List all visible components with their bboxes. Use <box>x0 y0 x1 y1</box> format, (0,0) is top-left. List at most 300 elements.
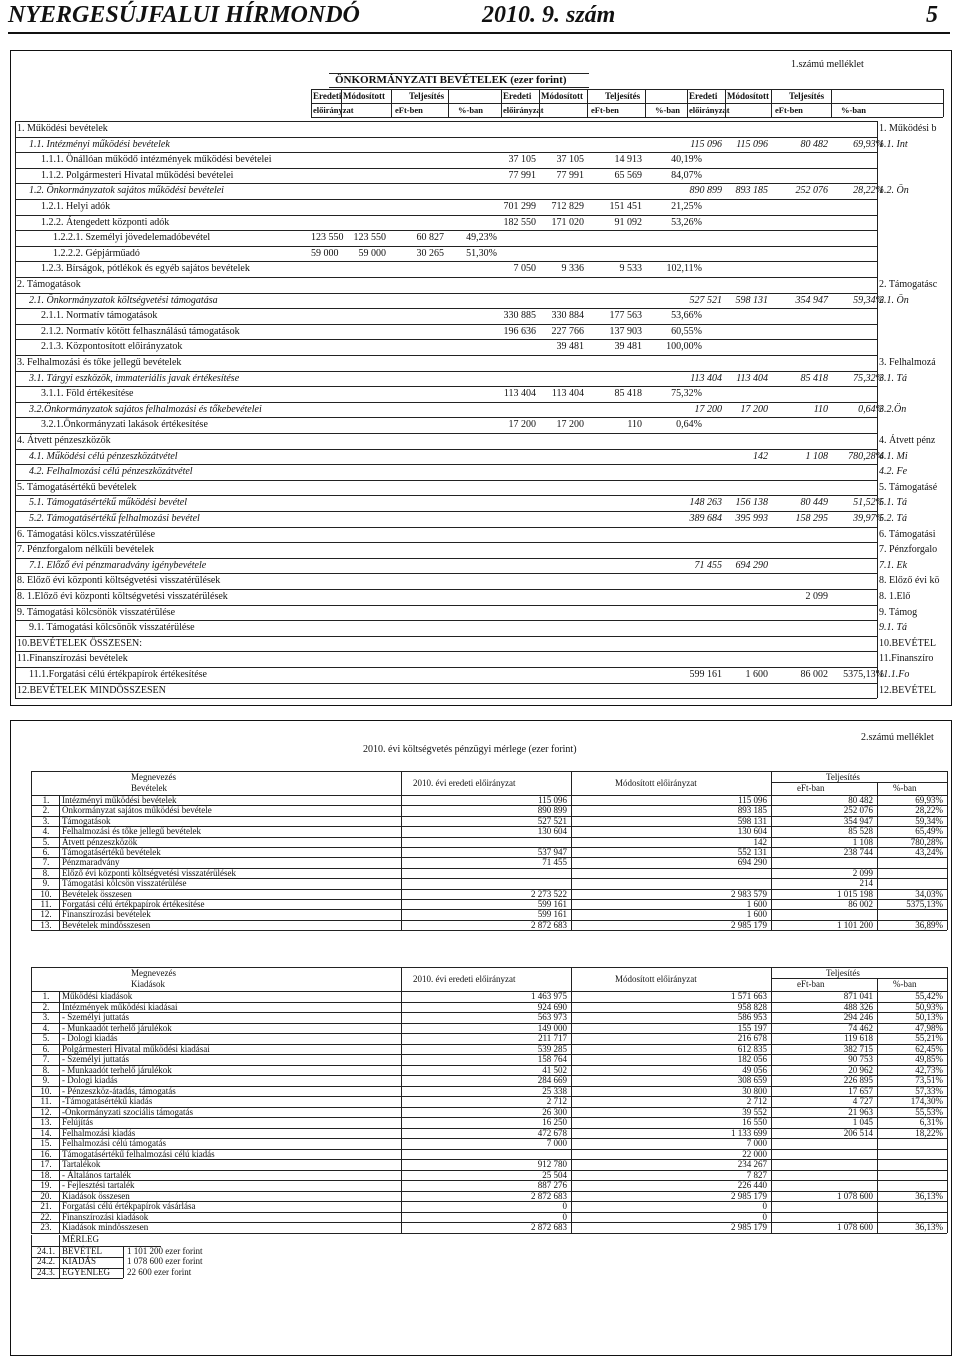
col-head-teljesites: Teljesítés <box>605 91 641 101</box>
data-cell: 86 002 <box>848 899 873 909</box>
rule-line <box>15 371 877 372</box>
row-label: 1.2.2.1. Személyi jövedelemadóbevétel <box>53 232 211 244</box>
data-cell: 177 563 <box>609 310 642 322</box>
balance-label: KIADÁS <box>62 1256 97 1266</box>
data-cell: 211 717 <box>538 1033 567 1043</box>
rule-line <box>15 261 877 262</box>
row-label: 2.1.3. Központosított előirányzatok <box>41 341 183 353</box>
row-number: 21. <box>40 1201 52 1211</box>
row-label: Felhalmozási és tőke jellegű bevételek <box>62 826 201 837</box>
row-number: 17. <box>40 1159 52 1169</box>
data-cell: 77 991 <box>508 169 536 181</box>
row-label: 1.2.3. Bírságok, pótlékok és egyéb sajátos bevételek <box>41 263 250 275</box>
row-label: - Személyi juttatás <box>62 1012 129 1022</box>
rule-line <box>59 1235 60 1279</box>
truncated-label: 2. Támogatásc <box>879 279 938 290</box>
row-number: 23. <box>40 1222 52 1232</box>
data-cell: 84,07% <box>671 169 702 181</box>
data-cell: 39 552 <box>742 1106 767 1117</box>
truncated-label: 4.2. Fe <box>879 466 908 478</box>
data-cell: 871 041 <box>843 991 873 1001</box>
row-number: 22. <box>40 1211 52 1222</box>
data-cell: 694 290 <box>735 559 768 571</box>
rule-line <box>831 89 832 117</box>
balance-attachment-2 <box>10 720 952 1356</box>
rule-line <box>15 636 877 637</box>
col-head-pct: %-ban <box>841 105 867 115</box>
row-label: Forgatási célú értékpapírok vásárlása <box>62 1201 196 1211</box>
data-cell: 65,49% <box>915 826 943 837</box>
row-label: 1.1.2. Polgármesteri Hivatal működési bevételei <box>41 169 234 181</box>
data-cell: 5375,13% <box>906 899 943 909</box>
data-cell: 113 404 <box>503 388 536 400</box>
col-head-eloiranyzat: előirányzat <box>503 105 544 115</box>
rule-line <box>15 137 877 138</box>
data-cell: 110 <box>627 419 642 431</box>
data-cell: 34,03% <box>915 888 943 899</box>
rule-line <box>947 771 948 795</box>
data-cell: 36,13% <box>915 1190 943 1201</box>
rule-line <box>31 1235 32 1279</box>
row-label: - Munkaadót terhelő járulékok <box>62 1064 172 1075</box>
data-cell: 39,97% <box>853 513 884 524</box>
row-label: 5. Támogatásértékű bevételek <box>17 481 137 493</box>
data-cell: 50,93% <box>915 1001 943 1012</box>
data-cell: 49,85% <box>915 1054 943 1064</box>
data-cell: 41 502 <box>542 1064 567 1075</box>
rule-line <box>771 967 772 991</box>
col-head-pct: %-ban <box>458 105 484 115</box>
data-cell: 599 161 <box>537 899 567 909</box>
head-megnevezes: Megnevezés <box>131 968 176 978</box>
data-cell: 780,28% <box>848 450 884 462</box>
data-cell: 2 872 683 <box>531 1222 567 1232</box>
data-cell: 330 884 <box>551 310 584 322</box>
rule-line <box>571 795 572 930</box>
data-cell: 226 440 <box>737 1180 767 1190</box>
col-head-modositott: Módosított <box>343 91 385 101</box>
data-cell: 21,25% <box>671 201 702 212</box>
col-head-pct: %-ban <box>655 105 681 115</box>
data-cell: 226 895 <box>843 1075 873 1085</box>
row-label: Előző évi központi költségvetési visszatérülések <box>62 867 236 878</box>
data-cell: 227 766 <box>551 325 584 337</box>
row-number: 9. <box>42 878 50 889</box>
data-cell: 5375,13% <box>843 669 884 680</box>
balance-table <box>11 721 951 1355</box>
data-cell: 28,22% <box>915 805 943 816</box>
data-cell: 887 276 <box>537 1180 567 1190</box>
data-cell: 586 953 <box>737 1012 767 1022</box>
data-cell: 158 764 <box>537 1054 567 1064</box>
data-cell: 155 197 <box>737 1022 767 1033</box>
truncated-label: 6. Támogatási <box>879 528 936 540</box>
data-cell: 912 780 <box>537 1159 567 1169</box>
data-cell: 1 133 699 <box>731 1127 767 1138</box>
data-cell: 130 604 <box>537 826 567 837</box>
data-cell: 18,22% <box>915 1127 943 1138</box>
col-head-eloiranyzat: előirányzat <box>313 105 354 115</box>
data-cell: 17 200 <box>740 403 768 415</box>
truncated-label: 4.1. Mi <box>879 450 908 462</box>
row-number: 18. <box>40 1169 52 1180</box>
rule-line <box>15 589 877 590</box>
rule-line <box>15 651 877 652</box>
data-cell: 9 533 <box>619 263 642 275</box>
data-cell: 30 800 <box>742 1085 767 1096</box>
data-cell: 50,13% <box>915 1012 943 1022</box>
row-number: 6. <box>42 847 50 857</box>
row-number: 11. <box>40 899 52 909</box>
rule-line <box>59 991 60 1233</box>
col-head-modositott: Módosított <box>727 91 769 101</box>
row-number: 12. <box>40 1106 52 1117</box>
rule-line <box>31 967 32 991</box>
truncated-label: 5.1. Tá <box>879 497 908 509</box>
row-label: 5.1. Támogatásértékű működési bevétel <box>29 497 188 509</box>
balance-value: 1 078 600 ezer forint <box>127 1256 203 1266</box>
data-cell: 60 827 <box>416 232 444 244</box>
row-label: 1.1. Intézményi működési bevételek <box>29 138 170 150</box>
rule-line <box>947 795 948 930</box>
rule-line <box>15 168 877 169</box>
data-cell: 238 744 <box>843 847 873 857</box>
data-cell: 14 913 <box>614 154 642 166</box>
data-cell: 1 600 <box>746 909 767 920</box>
data-cell: 890 899 <box>537 805 567 816</box>
rule-line <box>15 667 877 668</box>
rule-line <box>401 771 402 795</box>
row-label: - Általános tartalék <box>62 1169 131 1180</box>
data-cell: 598 131 <box>737 815 767 826</box>
head-eft: eFt-ban <box>797 783 825 793</box>
truncated-label: 4. Átvett pénz <box>879 435 936 446</box>
truncated-label: 12.BEVÉTEL <box>879 684 936 696</box>
rule-line <box>15 121 877 122</box>
truncated-label: 5. Támogatásé <box>879 481 938 493</box>
data-cell: 2 099 <box>805 591 828 602</box>
rule-line <box>329 87 589 88</box>
data-cell: 39 481 <box>556 341 584 353</box>
row-label: 1. Működési bevételek <box>17 123 108 134</box>
row-label: 7. Pénzforgalom nélküli bevételek <box>17 544 154 556</box>
row-number: 3. <box>42 815 50 826</box>
row-label: - Személyi juttatás <box>62 1054 129 1064</box>
data-cell: 148 263 <box>689 497 722 509</box>
rule-line <box>59 795 60 930</box>
row-number: 7. <box>42 857 50 868</box>
data-cell: 7 000 <box>746 1138 767 1148</box>
rule-line <box>15 308 877 309</box>
row-number: 5. <box>42 1033 50 1043</box>
data-cell: 86 002 <box>800 669 828 680</box>
data-cell: 701 299 <box>503 201 536 212</box>
data-cell: 51,52% <box>853 497 884 509</box>
row-number: 2. <box>42 1001 50 1012</box>
data-cell: 214 <box>859 878 873 889</box>
data-cell: 1 463 975 <box>531 991 567 1001</box>
row-label: 1.2.2.2. Gépjárműadó <box>53 247 140 259</box>
truncated-label: 11.1.Fo <box>879 669 910 680</box>
row-label: 8. Előző évi központi költségvetési visszatérülések <box>17 575 221 587</box>
row-label: 11.Finanszírozási bevételek <box>17 653 128 665</box>
row-number: 12. <box>40 909 52 920</box>
truncated-label: 3.2.Ön <box>879 403 907 415</box>
row-label: 3. Felhalmozási és tőke jellegű bevételek <box>17 357 182 368</box>
row-label: 8. 1.Előző évi központi költségvetési visszatérülések <box>17 591 228 602</box>
rule-line <box>31 930 947 931</box>
row-label: 10.BEVÉTELEK ÖSSZESEN: <box>17 637 142 649</box>
rule-line <box>31 991 32 1233</box>
rule-line <box>947 991 948 1233</box>
row-number: 2. <box>42 805 50 816</box>
data-cell: 182 056 <box>737 1054 767 1064</box>
rule-line <box>15 277 877 278</box>
rule-line <box>15 495 877 496</box>
balance-label: EGYENLEG <box>62 1266 110 1277</box>
data-cell: 59,34% <box>853 294 884 306</box>
data-cell: 119 618 <box>844 1033 873 1043</box>
data-cell: 2 099 <box>852 867 873 878</box>
data-cell: 612 835 <box>737 1043 767 1054</box>
data-cell: 85 418 <box>614 388 642 400</box>
newspaper-title: NYERGESÚJFALUI HÍRMONDÓ <box>8 2 360 28</box>
balance-title: MÉRLEG <box>62 1233 99 1244</box>
data-cell: 1 078 600 <box>837 1190 873 1201</box>
rule-line <box>31 1233 947 1234</box>
data-cell: 0,64% <box>676 419 702 431</box>
data-cell: 49,23% <box>466 232 497 244</box>
data-cell: 712 829 <box>551 201 584 212</box>
row-number: 4. <box>42 1022 50 1033</box>
row-label: Önkormányzat sajátos működési bevétele <box>62 805 212 816</box>
row-number: 20. <box>40 1190 52 1201</box>
row-number: 8. <box>42 867 50 878</box>
truncated-label: 7. Pénzforgalo <box>879 544 938 556</box>
truncated-label: 7.1. Ek <box>879 559 908 571</box>
data-cell: 354 947 <box>843 815 873 826</box>
data-cell: 59,34% <box>915 815 943 826</box>
data-cell: 151 451 <box>609 201 642 212</box>
rule-line <box>15 355 877 356</box>
data-cell: 330 885 <box>503 310 536 322</box>
data-cell: 196 636 <box>503 325 536 337</box>
rule-line <box>571 967 572 991</box>
data-cell: 156 138 <box>735 497 768 509</box>
row-label: 3.1.1. Föld értékesítése <box>41 388 134 400</box>
row-number: 10. <box>40 888 52 899</box>
row-label: Támogatások <box>62 815 111 826</box>
data-cell: 599 161 <box>689 669 722 680</box>
data-cell: 1 101 200 <box>837 919 873 930</box>
data-cell: 1 108 <box>805 450 828 462</box>
data-cell: 599 161 <box>537 909 567 920</box>
data-cell: 389 684 <box>689 513 722 524</box>
data-cell: 73,51% <box>915 1075 943 1085</box>
data-cell: 53,66% <box>671 310 702 322</box>
page-header <box>0 0 960 34</box>
rule-line <box>725 89 726 117</box>
data-cell: 7 050 <box>513 263 536 275</box>
data-cell: 537 947 <box>537 847 567 857</box>
data-cell: 0 <box>762 1211 767 1222</box>
rule-line <box>15 433 877 434</box>
data-cell: 182 550 <box>503 216 536 228</box>
row-label: Kiadások mindösszesen <box>62 1222 149 1232</box>
truncated-label: 1.1. Int <box>879 138 908 150</box>
rule-line <box>15 573 877 574</box>
data-cell: 0 <box>762 1201 767 1211</box>
data-cell: 40,19% <box>671 154 702 166</box>
col-head-eredeti: Eredeti <box>313 91 342 101</box>
balance-label: BEVÉTEL <box>62 1245 102 1256</box>
data-cell: 472 678 <box>537 1127 567 1138</box>
data-cell: 1 571 663 <box>731 991 767 1001</box>
data-cell: 2 273 522 <box>531 888 567 899</box>
row-label: Bevételek mindösszesen <box>62 919 151 930</box>
col-head-eft-ben: eFt-ben <box>591 105 619 115</box>
col-head-eredeti: Eredeti <box>689 91 718 101</box>
head-pct: %-ban <box>893 783 917 793</box>
data-cell: 75,32% <box>671 388 702 400</box>
balance-number: 24.2. <box>37 1256 55 1266</box>
data-cell: 4 727 <box>852 1096 873 1106</box>
data-cell: 85 528 <box>848 826 873 837</box>
rule-line <box>341 89 342 117</box>
data-cell: 110 <box>813 403 828 415</box>
col-head-eft-ben: eFt-ben <box>395 105 423 115</box>
row-label: 4. Átvett pénzeszközök <box>17 435 111 446</box>
row-label: 9. Támogatási kölcsönök visszatérülése <box>17 606 176 618</box>
data-cell: 216 678 <box>737 1033 767 1043</box>
head-kind: Kiadások <box>131 979 165 989</box>
rule-line <box>571 771 572 795</box>
data-cell: 36,13% <box>915 1222 943 1232</box>
row-number: 7. <box>42 1054 50 1064</box>
row-number: 5. <box>42 836 50 847</box>
data-cell: 71 455 <box>542 857 567 868</box>
rule-line <box>401 795 402 930</box>
data-cell: 55,42% <box>915 991 943 1001</box>
data-cell: 1 108 <box>852 836 873 847</box>
rule-line <box>15 620 877 621</box>
data-cell: 2 983 579 <box>731 888 767 899</box>
data-cell: 294 246 <box>843 1012 873 1022</box>
data-cell: 53,26% <box>671 216 702 228</box>
data-cell: 234 267 <box>737 1159 767 1169</box>
balance-number: 24.1. <box>37 1245 55 1256</box>
data-cell: 65 569 <box>614 169 642 181</box>
data-cell: 51,30% <box>466 247 497 259</box>
row-label: Tartalékok <box>62 1159 101 1169</box>
data-cell: 17 657 <box>848 1085 873 1096</box>
data-cell: 7 827 <box>746 1169 767 1180</box>
data-cell: 43,24% <box>915 847 943 857</box>
data-cell: 21 963 <box>848 1106 873 1117</box>
page-number: 5 <box>926 2 938 28</box>
row-number: 15. <box>40 1138 52 1148</box>
data-cell: 552 131 <box>737 847 767 857</box>
rule-line <box>15 324 877 325</box>
truncated-label: 8. 1.Elő <box>879 591 911 602</box>
head-modositott: Módosított előirányzat <box>615 778 697 788</box>
rule-line <box>771 782 947 783</box>
data-cell: 1 078 600 <box>837 1222 873 1232</box>
col-head-eft-ben: eFt-ben <box>775 105 803 115</box>
data-cell: 7 000 <box>546 1138 567 1148</box>
row-label: 2.1. Önkormányzatok költségvetési támogatása <box>29 294 218 306</box>
data-cell: 115 096 <box>538 795 567 805</box>
rule-line <box>31 1278 123 1279</box>
data-cell: 354 947 <box>795 294 828 306</box>
data-cell: 85 418 <box>800 372 828 384</box>
data-cell: 142 <box>753 836 767 847</box>
row-label: Forgatási célú értékpapírok értékesítése <box>62 899 205 909</box>
data-cell: 694 290 <box>737 857 767 868</box>
rule-line <box>571 991 572 1233</box>
rule-line <box>943 89 944 117</box>
data-cell: 890 899 <box>689 185 722 197</box>
row-label: -Önkormányzati szociális támogatás <box>62 1106 193 1117</box>
rule-line <box>15 199 877 200</box>
row-label: - Dologi kiadás <box>62 1033 118 1043</box>
head-pct: %-ban <box>893 979 917 989</box>
data-cell: 171 020 <box>551 216 584 228</box>
row-label: 6. Támogatási kölcs.visszatérülése <box>17 528 156 540</box>
row-number: 10. <box>40 1085 52 1096</box>
row-number: 9. <box>42 1075 50 1085</box>
balance-number: 24.3. <box>37 1266 55 1277</box>
rule-line <box>15 683 877 684</box>
row-label: Felhalmozási kiadás <box>62 1127 136 1138</box>
data-cell: 958 828 <box>737 1001 767 1012</box>
data-cell: 252 076 <box>795 185 828 197</box>
data-cell: 2 872 683 <box>531 919 567 930</box>
row-label: Intézményi működési bevételek <box>62 795 177 805</box>
row-label: - Dologi kiadás <box>62 1075 118 1085</box>
data-cell: 780,28% <box>910 836 943 847</box>
row-number: 6. <box>42 1043 50 1054</box>
data-cell: 91 092 <box>614 216 642 228</box>
rule-line <box>401 967 402 991</box>
row-number: 13. <box>40 1117 52 1127</box>
rule-line <box>311 117 943 118</box>
head-megnevezes: Megnevezés <box>131 772 176 782</box>
row-label: Felhalmozási célú támogatás <box>62 1138 166 1148</box>
data-cell: 90 753 <box>848 1054 873 1064</box>
data-cell: 80 482 <box>800 138 828 150</box>
data-cell: 0,64% <box>858 403 884 415</box>
data-cell: 1 015 198 <box>837 888 873 899</box>
head-teljesites: Teljesítés <box>826 968 860 978</box>
row-label: - Pénzeszköz-átadás, támogatás <box>62 1085 176 1096</box>
data-cell: 80 482 <box>848 795 873 805</box>
row-label: 1.2.1. Helyi adók <box>41 201 111 212</box>
row-number: 13. <box>40 919 52 930</box>
revenue-table <box>11 51 951 705</box>
rule-line <box>401 991 402 1233</box>
truncated-label: 9. Támog <box>879 606 918 618</box>
data-cell: 115 096 <box>738 795 767 805</box>
row-label: Felújítás <box>62 1117 93 1127</box>
data-cell: 382 715 <box>843 1043 873 1054</box>
rule-line <box>15 527 877 528</box>
head-modositott: Módosított előirányzat <box>615 974 697 984</box>
rule-line <box>771 795 772 930</box>
data-cell: 113 404 <box>736 372 768 384</box>
rule-line <box>947 967 948 991</box>
data-cell: 36,89% <box>915 919 943 930</box>
